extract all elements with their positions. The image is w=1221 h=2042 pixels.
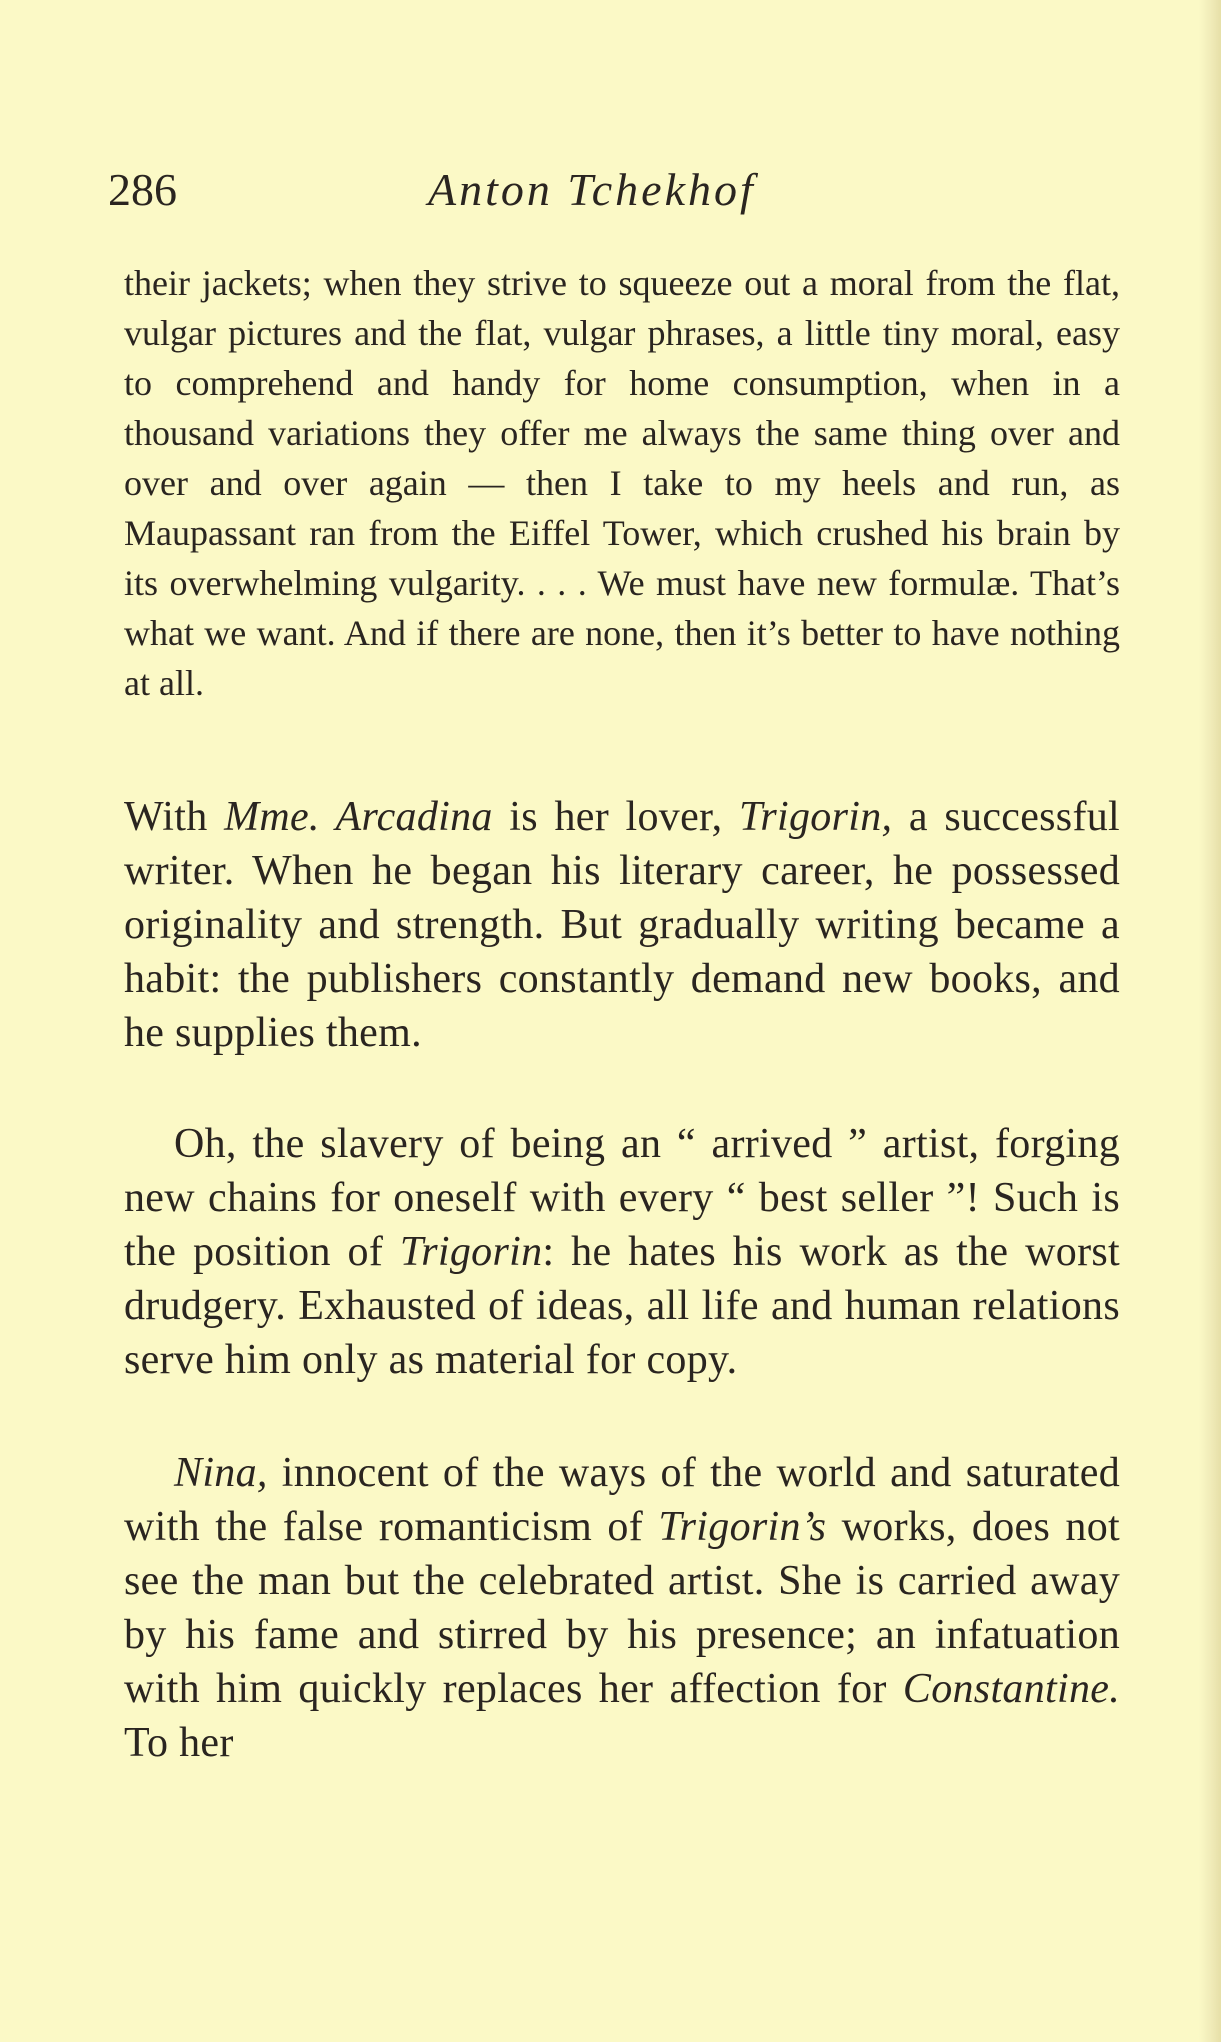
character-name: Trigorin,	[739, 794, 893, 840]
quote-paragraph	[124, 258, 1120, 708]
text-run: With	[124, 794, 225, 840]
body-paragraph	[124, 1117, 1120, 1387]
text-run: To her	[124, 1720, 234, 1766]
text-run: works, does not see the man but the celebrated artist. She is carried away by his fame and stirred by his presence; an infatuation with him quickly replaces her affection for	[124, 1504, 1120, 1712]
text-run: Oh, the slavery of being an “ arrived ” artist, forging new chains for oneself with every “ best seller ”! Such is the position of	[124, 1121, 1120, 1275]
character-name: Constantine.	[902, 1666, 1120, 1712]
text-run: a successful writer. When he began his literary career, he possessed originality and strength. But gradually writing became a habit: the publishers constantly demand new books, and he supplies them.	[124, 794, 1120, 1056]
character-name: Mme. Arcadina	[224, 794, 493, 840]
text-run: : he hates his work as the worst drudgery. Exhausted of ideas, all life and human relations serve him only as material for copy.	[124, 1229, 1120, 1383]
text-run: innocent of the ways of the world and saturated with the false romanticism of	[124, 1450, 1120, 1550]
page-header	[108, 160, 1123, 220]
character-name: Trigorin	[399, 1229, 543, 1275]
body-paragraph	[124, 790, 1120, 1060]
body-paragraph	[124, 1446, 1120, 1770]
character-name: Nina,	[174, 1450, 268, 1496]
text-run: is her lover,	[492, 794, 740, 840]
running-title: Anton Tchekhof	[428, 164, 756, 215]
page-number: 286	[108, 164, 177, 215]
text-run: their jackets; when they strive to squeeze out a moral from the flat, vulgar pictures and the flat, vulgar phrases, a little tiny moral, easy to comprehend and handy for home consumption, when in a thousand variations they offer me always the same thing over and over and over again — then I take to my heels and run, as Maupassant ran from the Eiffel Tower, which crushed his brain by its overwhelming vulgarity. . . . We must have new formulæ. That’s what we want. And if there are none, then it’s better to have nothing at all.	[124, 263, 1120, 703]
character-name: Trigorin’s	[658, 1504, 827, 1550]
page-edge-shadow	[1199, 0, 1221, 2042]
